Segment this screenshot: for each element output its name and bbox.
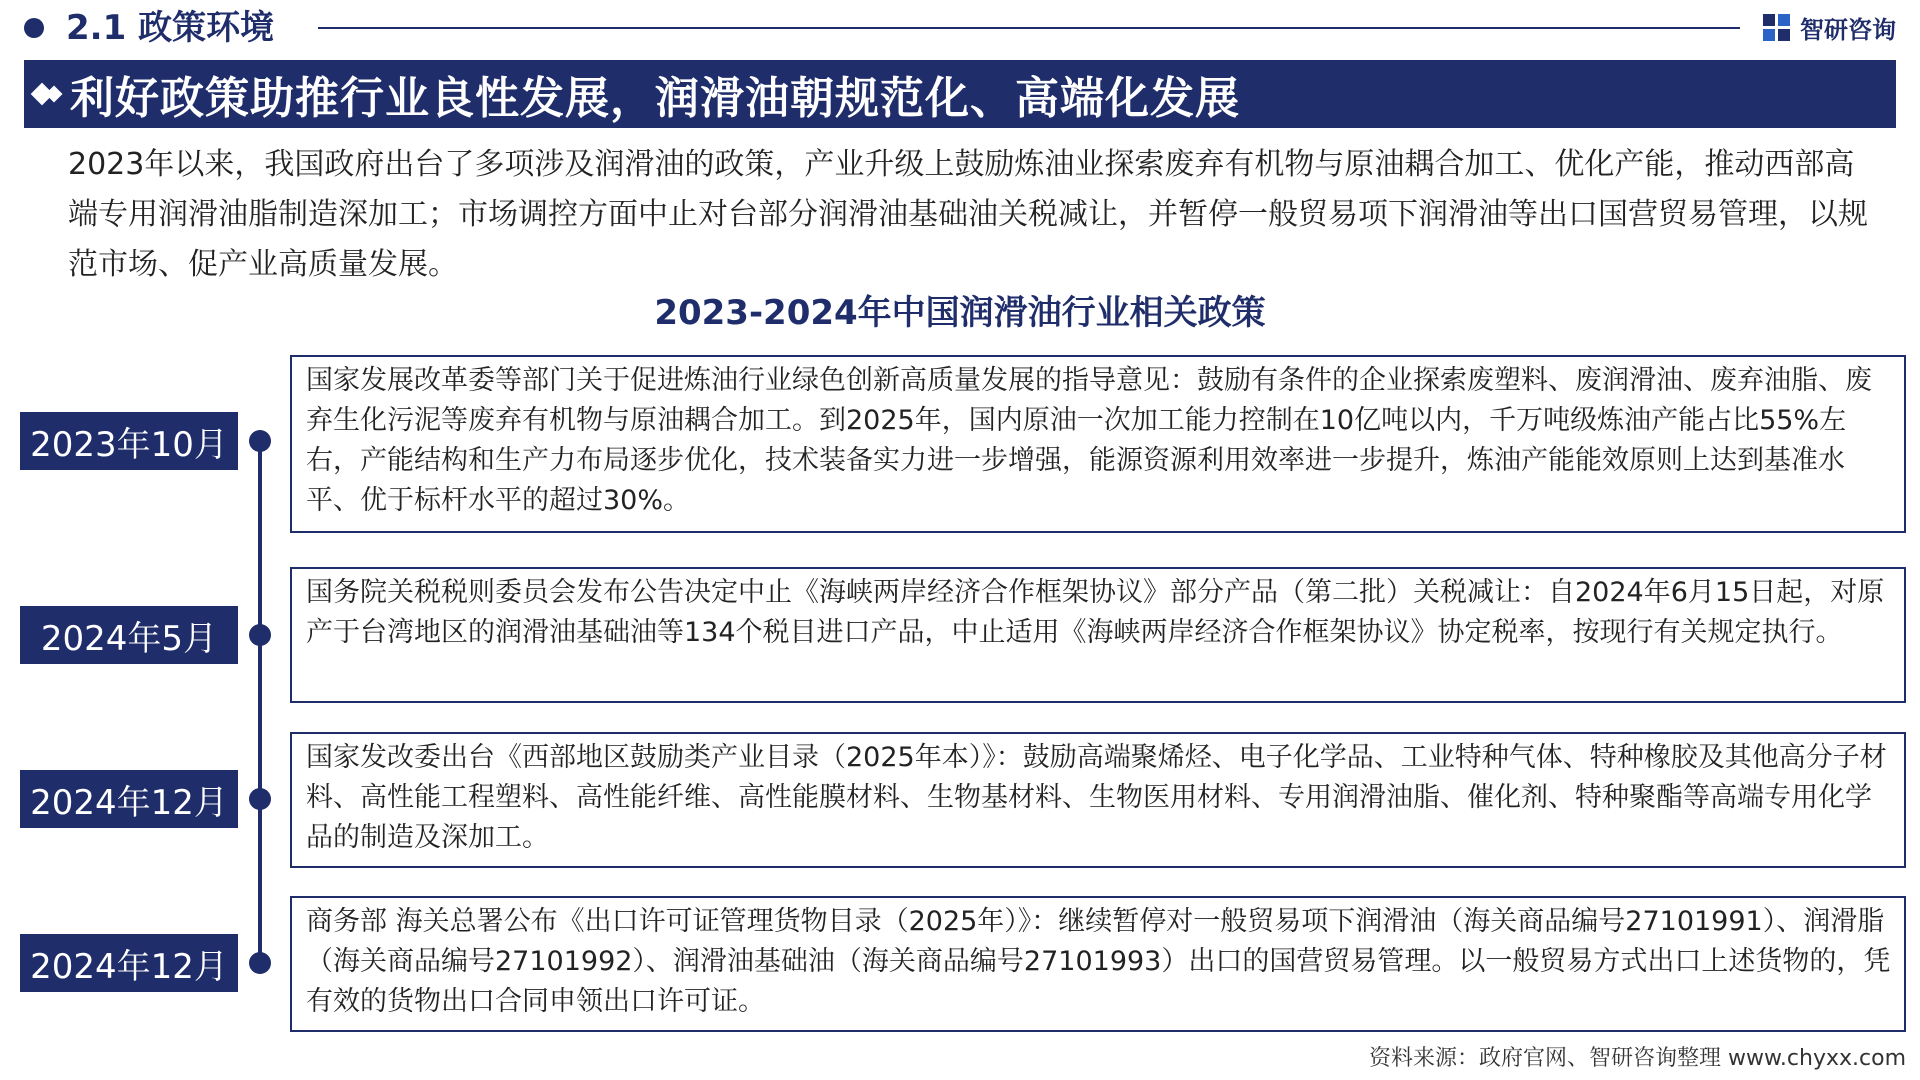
logo-text: 智研咨询: [1800, 16, 1896, 44]
timeline-title: 2023-2024年中国润滑油行业相关政策: [654, 293, 1266, 333]
timeline-dot-icon: [249, 788, 271, 810]
logo-icon: [1762, 13, 1792, 43]
event-description: 商务部 海关总署公布《出口许可证管理货物目录（2025年）》：继续暂停对一般贸易项下润滑油（海关商品编号27101991）、润滑脂（海关商品编号27101992）、润滑油基础油（海关商品编号27101993）出口的国营贸易管理。以一般贸易方式出口上述货物的，凭有效的货物出口合同申领出口许可证。: [290, 896, 1906, 1032]
timeline-dot-icon: [249, 952, 271, 974]
source-note: 资料来源：政府官网、智研咨询整理 www.chyxx.com: [1368, 1046, 1906, 1071]
event-description: 国家发展改革委等部门关于促进炼油行业绿色创新高质量发展的指导意见：鼓励有条件的企业探索废塑料、废润滑油、废弃油脂、废弃生化污泥等废弃有机物与原油耦合加工。到2025年，国内原油一次加工能力控制在10亿吨以内，千万吨级炼油产能占比55%左右，产能结构和生产力布局逐步优化，技术装备实力进一步增强，能源资源利用效率进一步提升，炼油产能能效原则上达到基准水平、优于标杆水平的超过30%。: [290, 355, 1906, 533]
section-title: 2.1 政策环境: [66, 8, 275, 48]
banner-decoration: [34, 86, 58, 102]
event-date: 2024年12月: [20, 934, 238, 992]
headline-text: 利好政策助推行业良性发展，润滑油朝规范化、高端化发展: [70, 73, 1240, 124]
event-description: 国务院关税税则委员会发布公告决定中止《海峡两岸经济合作框架协议》部分产品（第二批）关税减让：自2024年6月15日起，对原产于台湾地区的润滑油基础油等134个税目进口产品，中止适用《海峡两岸经济合作框架协议》协定税率，按现行有关规定执行。: [290, 567, 1906, 703]
intro-paragraph: 2023年以来，我国政府出台了多项涉及润滑油的政策，产业升级上鼓励炼油业探索废弃有机物与原油耦合加工、优化产能，推动西部高端专用润滑油脂制造深加工；市场调控方面中止对台部分润滑油基础油关税减让，并暂停一般贸易项下润滑油等出口国营贸易管理，以规范市场、促产业高质量发展。: [68, 147, 1868, 282]
event-date: 2023年10月: [20, 412, 238, 470]
timeline-dot-icon: [249, 430, 271, 452]
bullet-dot-icon: [24, 18, 44, 38]
timeline-axis: [258, 440, 262, 966]
event-date: 2024年12月: [20, 770, 238, 828]
event-date: 2024年5月: [20, 606, 238, 664]
brand-logo: [1762, 10, 1896, 45]
event-description: 国家发改委出台《西部地区鼓励类产业目录（2025年本）》：鼓励高端聚烯烃、电子化学品、工业特种气体、特种橡胶及其他高分子材料、高性能工程塑料、高性能纤维、高性能膜材料、生物基材料、生物医用材料、专用润滑油脂、催化剂、特种聚酯等高端专用化学品的制造及深加工。: [290, 732, 1906, 868]
timeline-dot-icon: [249, 624, 271, 646]
header-divider: [318, 27, 1740, 29]
headline-banner: [24, 60, 1896, 128]
